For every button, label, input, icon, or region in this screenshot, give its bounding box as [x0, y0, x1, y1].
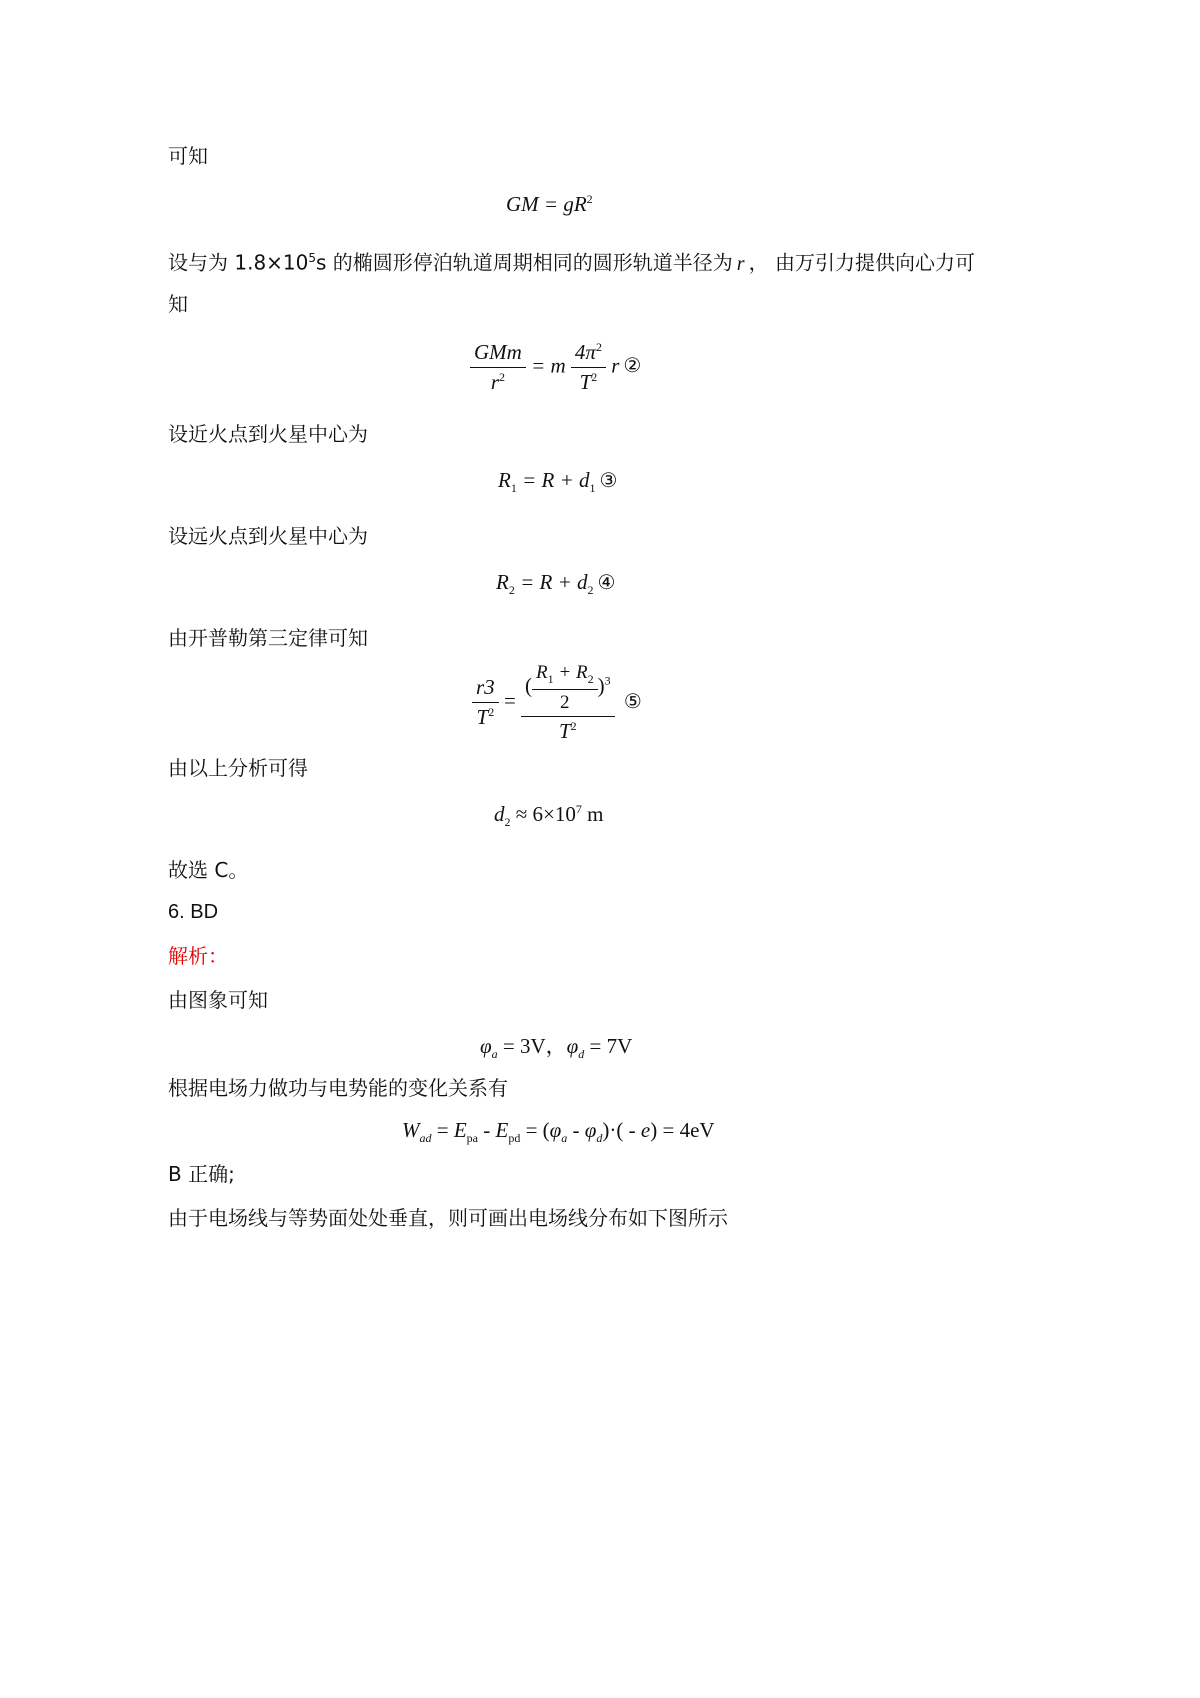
eq-gm-eq: = g: [538, 192, 574, 216]
eq8-ad: ad: [419, 1131, 432, 1146]
eq7-d: d: [578, 1047, 585, 1062]
equation-7: [480, 1030, 632, 1062]
text-line-9: 由图象可知: [168, 988, 268, 1012]
equation-2: [470, 340, 641, 395]
text-line-8: 故选 C。: [168, 858, 249, 882]
equation-6: [494, 802, 603, 830]
eq8-tail: )·( -: [602, 1118, 641, 1142]
eq5-num: r3: [472, 675, 499, 703]
text-line-3: 知: [168, 292, 188, 316]
eq7-mid: = 3V，: [497, 1034, 567, 1058]
eq3-sub: 1: [510, 481, 517, 496]
eq6-unit: m: [581, 802, 604, 826]
eq5-R1: R: [536, 662, 548, 683]
eq2-num2-sup: 2: [595, 340, 602, 354]
eq4-R: R: [496, 570, 509, 594]
eq7-phi-a: φ: [480, 1034, 492, 1058]
eq5-num-top: [521, 662, 615, 717]
eq6-d: d: [494, 802, 505, 826]
eq2-mid: = m: [531, 353, 566, 378]
equation-3: [498, 468, 617, 496]
eq8-phi2: φ: [584, 1118, 597, 1142]
eq5-den-sup: 2: [488, 705, 495, 720]
text-line-7: 由以上分析可得: [168, 756, 308, 780]
equation-8: [402, 1118, 715, 1146]
eq5-den: T: [476, 705, 489, 730]
eq2-frac-left: [470, 340, 526, 395]
text-line-2-r: r: [736, 252, 745, 275]
eq8-a: a: [561, 1131, 568, 1146]
text-line-6: 由开普勒第三定律可知: [168, 626, 368, 650]
eq2-frac-right: [571, 340, 606, 395]
eq7-end: = 7V: [584, 1034, 633, 1058]
eq2-den-sup: 2: [499, 370, 505, 384]
eq2-den2: T: [579, 370, 592, 394]
eq6-rest: ≈ 6×10: [510, 802, 576, 826]
eq7-phi-d: φ: [566, 1034, 579, 1058]
eq5-inner-frac: [532, 662, 598, 714]
eq8-e: e: [640, 1118, 651, 1142]
analysis-heading: 解析：: [168, 944, 228, 968]
eq8-phi1: φ: [549, 1118, 562, 1142]
eq-gm-R: R: [573, 192, 587, 216]
eq5-circle-number: ⑤: [623, 688, 642, 713]
eq4-sub: 2: [508, 583, 515, 598]
eq4-sub2: 2: [587, 583, 594, 598]
eq3-rest: = R + d: [516, 468, 590, 492]
eq5-cube: 3: [604, 673, 611, 688]
text-line-1: 可知: [168, 144, 208, 168]
eq-gm-sup: 2: [586, 192, 593, 206]
text-line-10: 根据电场力做功与电势能的变化关系有: [168, 1076, 508, 1100]
text-line-2c: ， 由万引力提供向心力可: [748, 250, 975, 275]
eq5-den-wrap: [472, 703, 499, 730]
text-line-12: 由于电场线与等势面处处垂直，则可画出电场线分布如下图所示: [168, 1206, 728, 1230]
eq5-plus: + R: [553, 662, 588, 683]
eq3-R: R: [498, 468, 511, 492]
eq2-num2: 4π: [574, 340, 596, 364]
text-line-2-sup: 5: [308, 251, 317, 265]
eq4-circle-number: ④: [597, 570, 616, 594]
eq5-R2-sub: 2: [587, 671, 594, 686]
eq6-sup: 7: [575, 802, 582, 816]
eq4-rest: = R + d: [514, 570, 588, 594]
eq8-eq2: = (: [520, 1118, 550, 1142]
eq-gm-left: GM: [506, 192, 539, 216]
eq5-paren-right: ): [597, 673, 605, 698]
eq8-end: ) = 4eV: [650, 1118, 715, 1142]
eq8-E1: E: [453, 1118, 467, 1142]
eq2-circle-number: ②: [623, 353, 642, 378]
equation-gm: [506, 192, 593, 217]
eq2-den2-wrap: [571, 368, 606, 395]
eq8-eq1: =: [431, 1118, 454, 1142]
eq3-circle-number: ③: [599, 468, 618, 492]
eq2-r: r: [611, 353, 620, 378]
eq5-paren-left: (: [525, 673, 533, 698]
eq8-m2: -: [567, 1118, 585, 1142]
question-6-answer: 6. BD: [168, 901, 219, 923]
eq5-frac-left: [472, 675, 499, 730]
eq8-pd: pd: [508, 1131, 521, 1146]
eq2-den2-sup: 2: [591, 370, 598, 384]
eq8-pa: pa: [466, 1131, 478, 1146]
eq8-E2: E: [495, 1118, 509, 1142]
eq2-den-wrap: [470, 368, 526, 395]
eq5-frac-right: [521, 662, 615, 744]
eq3-sub2: 1: [589, 481, 596, 496]
eq8-W: W: [402, 1118, 420, 1142]
equation-5: [472, 662, 642, 744]
eq5-den2: T: [558, 718, 571, 743]
text-line-11: B 正确;: [168, 1162, 235, 1186]
eq8-d: d: [596, 1131, 603, 1146]
eq5-den2-wrap: [521, 717, 615, 744]
text-line-5: 设远火点到火星中心为: [168, 524, 368, 548]
eq5-inner-num: [532, 662, 598, 690]
eq5-eq: =: [503, 688, 516, 713]
text-line-2a: 设与为 1.8×10: [168, 250, 309, 275]
text-line-2b: s 的椭圆形停泊轨道周期相同的圆形轨道半径为: [316, 250, 733, 275]
eq5-den2-sup: 2: [570, 718, 577, 733]
eq2-num: GMm: [470, 340, 526, 368]
eq8-minus: -: [478, 1118, 496, 1142]
eq2-num2-wrap: [571, 340, 606, 368]
eq5-half: 2: [560, 691, 570, 713]
eq6-sub: 2: [504, 815, 511, 830]
eq5-R1-sub: 1: [547, 671, 554, 686]
eq7-a: a: [491, 1047, 498, 1062]
equation-4: [496, 570, 615, 598]
text-line-2: [168, 244, 975, 278]
eq2-den: r: [490, 370, 499, 394]
text-line-4: 设近火点到火星中心为: [168, 422, 368, 446]
